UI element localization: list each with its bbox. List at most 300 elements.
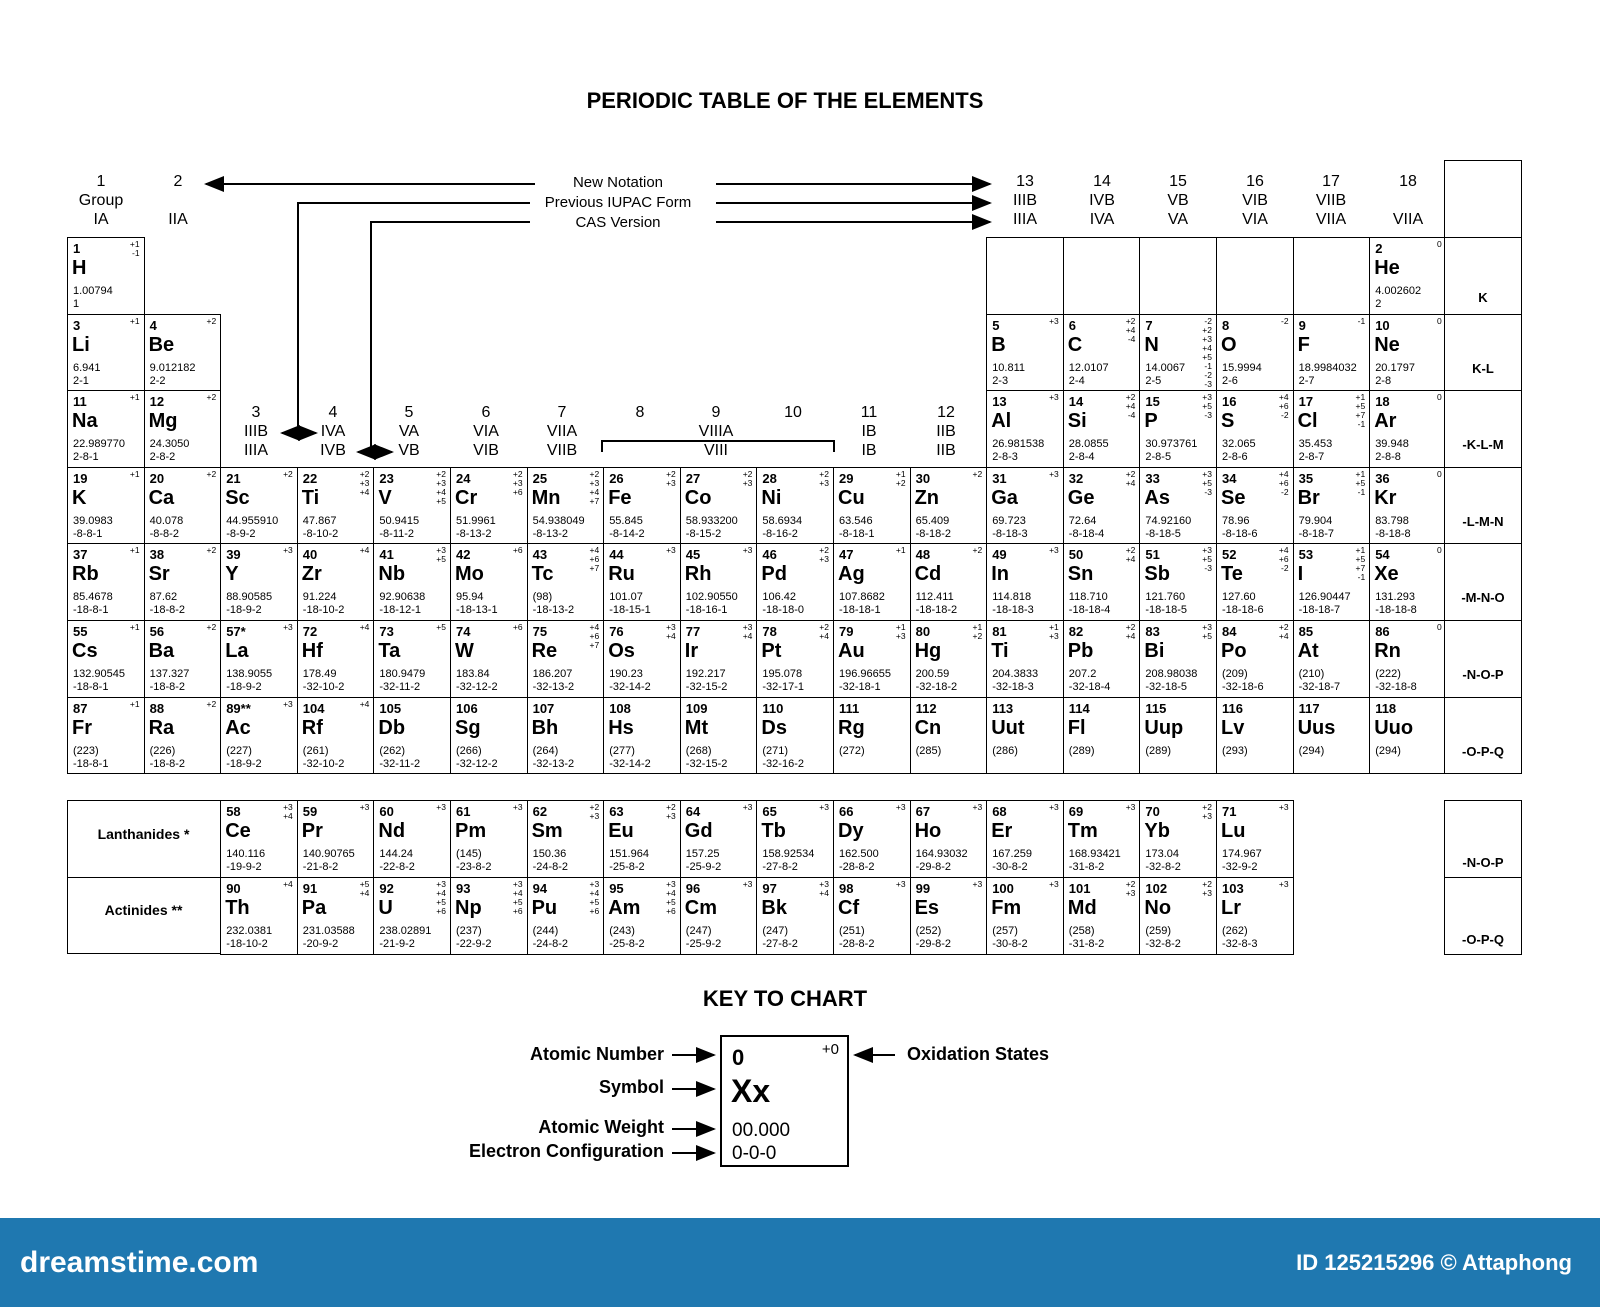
- electron-config: -20-9-2: [302, 938, 339, 950]
- actinides-label: Actinides **: [104, 902, 183, 918]
- element-symbol: Ga: [991, 486, 1018, 509]
- atomic-number: 6: [1068, 317, 1077, 333]
- element-symbol: Pd: [761, 563, 787, 586]
- element-symbol: Sg: [455, 716, 481, 739]
- atomic-weight: (258): [1068, 925, 1095, 937]
- electron-config: -8-18-2: [915, 527, 952, 540]
- atomic-number: 107: [532, 700, 555, 716]
- atomic-weight: 12.0107: [1068, 361, 1109, 374]
- electron-config: -8-10-2: [302, 527, 339, 540]
- electron-config: 2-5: [1145, 374, 1162, 387]
- element-symbol: Li: [72, 333, 90, 356]
- oxidation-states: 0: [1437, 239, 1442, 249]
- electron-config: -32-11-2: [379, 757, 421, 770]
- atomic-number: 113: [992, 700, 1014, 716]
- oxidation-states: +2 +3: [666, 802, 676, 821]
- atomic-weight: 114.818: [992, 591, 1032, 604]
- group-header-cas: VIB: [473, 442, 499, 459]
- group-header-n: 18: [1399, 173, 1417, 190]
- atomic-number: 28: [762, 470, 777, 486]
- image-id: ID 125215296 © Attaphong: [1296, 1250, 1572, 1275]
- element-symbol: Bh: [531, 716, 559, 739]
- oxidation-states: +3: [436, 802, 446, 812]
- oxidation-states: +3: [742, 879, 753, 889]
- electron-config: -18-8-2: [149, 604, 186, 617]
- oxidation-states: +3: [742, 802, 753, 812]
- group-header-cas: IIB: [936, 442, 956, 459]
- oxidation-states: +1: [129, 698, 140, 709]
- electron-config: -18-18-6: [1222, 604, 1264, 617]
- group-header-n: 9: [711, 404, 721, 421]
- group-header-cas: VIII: [703, 442, 728, 459]
- atomic-number: 8: [1222, 317, 1230, 333]
- oxidation-states: +3: [1049, 802, 1059, 812]
- atomic-weight: 44.955910: [226, 514, 279, 527]
- electron-config: 2-8-1: [73, 451, 99, 464]
- oxidation-states: +2: [206, 698, 217, 709]
- electron-config: -23-8-2: [456, 861, 492, 873]
- atomic-number: 106: [456, 700, 478, 716]
- atomic-number: 24: [456, 470, 471, 486]
- element-symbol: Eu: [608, 820, 634, 842]
- key-electron-config-label: Electron Configuration: [469, 1141, 664, 1161]
- group-header-n: 2: [173, 173, 183, 190]
- atomic-weight: 102.90550: [685, 591, 738, 604]
- atomic-number: 101: [1068, 881, 1091, 896]
- atomic-number: 116: [1222, 700, 1243, 716]
- element-symbol: Pr: [301, 820, 323, 842]
- electron-config: -30-8-2: [992, 861, 1028, 873]
- atomic-number: 110: [762, 700, 784, 716]
- element-symbol: Ni: [761, 486, 782, 509]
- atomic-number: 117: [1298, 700, 1320, 716]
- atomic-number: 20: [149, 470, 165, 486]
- atomic-weight: 39.948: [1375, 438, 1409, 451]
- atomic-number: 44: [609, 547, 624, 563]
- element-symbol: Fm: [991, 897, 1022, 919]
- electron-config: 2-6: [1222, 374, 1238, 387]
- element-symbol: Gd: [684, 820, 713, 842]
- oxidation-states: +5 +4: [359, 879, 370, 898]
- oxidation-states: +2 +3 +6: [512, 468, 523, 497]
- atomic-number: 104: [302, 700, 325, 716]
- electron-config: -18-8-1: [73, 604, 109, 617]
- atomic-weight: 18.9984032: [1298, 361, 1357, 374]
- element-symbol: In: [991, 563, 1009, 586]
- atomic-number: 56: [149, 624, 165, 639]
- element-symbol: As: [1144, 486, 1170, 509]
- element-symbol: Au: [838, 640, 865, 662]
- element-symbol: Ds: [761, 716, 787, 739]
- element-symbol: O: [1221, 333, 1237, 356]
- oxidation-states: +3 +4 +5 +6: [512, 879, 523, 916]
- atomic-weight: (277): [609, 744, 635, 757]
- group-header-iupac: VA: [398, 423, 420, 440]
- key-atomic-number-label: Atomic Number: [529, 1044, 664, 1064]
- atomic-weight: (222): [1375, 668, 1401, 680]
- atomic-weight: (294): [1298, 744, 1325, 757]
- element-symbol: Ra: [148, 716, 175, 739]
- electron-config: -32-13-2: [532, 681, 575, 693]
- element-symbol: Cr: [455, 486, 478, 509]
- element-symbol: Fr: [72, 716, 92, 739]
- atomic-number: 100: [992, 881, 1014, 896]
- atomic-weight: 32.065: [1222, 438, 1256, 451]
- group-header-n: 12: [937, 404, 955, 421]
- oxidation-states: +2 +3: [819, 468, 829, 488]
- electron-config: 2-1: [73, 374, 89, 387]
- atomic-number: 96: [685, 881, 701, 896]
- series-shell-label: -O-P-Q: [1462, 932, 1504, 947]
- element-symbol: K: [72, 486, 87, 509]
- element-symbol: Bk: [761, 897, 787, 919]
- electron-config: -32-17-1: [762, 681, 804, 693]
- atomic-weight: 144.24: [379, 848, 414, 860]
- oxidation-states: +3: [283, 545, 293, 556]
- electron-config: -18-9-2: [226, 681, 262, 693]
- electron-config: -8-15-2: [685, 527, 722, 540]
- atomic-weight: (271): [762, 744, 789, 757]
- atomic-weight: (227): [226, 744, 252, 757]
- atomic-weight: (237): [456, 925, 482, 937]
- group-header-n: 1: [96, 173, 106, 190]
- electron-config: -8-13-2: [456, 527, 492, 540]
- atomic-weight: 58.933200: [685, 514, 738, 527]
- oxidation-states: -1: [1357, 315, 1366, 326]
- atomic-weight: 14.0067: [1145, 361, 1186, 374]
- shell-label: K: [1478, 290, 1488, 305]
- electron-config: -18-8-2: [149, 681, 186, 693]
- atomic-number: 54: [1375, 547, 1390, 563]
- element-symbol: Ti: [991, 640, 1009, 662]
- shell-label: -L-M-N: [1462, 513, 1504, 529]
- group-header-cas: IA: [93, 211, 109, 228]
- atomic-weight: 47.867: [302, 514, 337, 527]
- atomic-weight: 195.078: [762, 668, 803, 680]
- atomic-number: 102: [1145, 881, 1168, 896]
- oxidation-states: +2 +4: [819, 622, 829, 641]
- atomic-number: 50: [1068, 547, 1084, 563]
- element-symbol: Pu: [531, 897, 558, 919]
- oxidation-states: +2 +4: [1125, 545, 1136, 565]
- electron-config: -8-18-7: [1298, 527, 1335, 540]
- group-header-n: 14: [1093, 173, 1111, 190]
- element-symbol: Nb: [378, 563, 406, 586]
- atomic-weight: 39.0983: [73, 514, 113, 527]
- atomic-weight: 106.42: [762, 591, 797, 604]
- oxidation-states: 0: [1437, 622, 1442, 632]
- element-symbol: B: [991, 333, 1006, 356]
- atomic-number: 67: [915, 804, 931, 819]
- atomic-number: 41: [379, 547, 394, 563]
- key-sample-number: 0: [732, 1045, 745, 1070]
- electron-config: -32-13-2: [532, 757, 575, 770]
- atomic-weight: (264): [532, 744, 559, 757]
- element-symbol: Ta: [378, 640, 401, 662]
- atomic-weight: (268): [685, 744, 712, 757]
- atomic-number: 74: [456, 624, 471, 639]
- element-symbol: Rf: [301, 716, 323, 739]
- electron-config: -32-14-2: [609, 757, 651, 770]
- electron-config: -32-9-2: [1222, 861, 1258, 873]
- group-header-n: 17: [1322, 173, 1340, 190]
- oxidation-states: +6: [512, 545, 523, 556]
- element-symbol: Mo: [455, 563, 484, 586]
- group-header-cas: IIIA: [243, 442, 268, 459]
- electron-config: 2-8-4: [1068, 451, 1095, 464]
- atomic-weight: (289): [1145, 744, 1172, 757]
- oxidation-states: +3: [1049, 545, 1059, 556]
- element-symbol: H: [72, 257, 87, 279]
- electron-config: 2-7: [1298, 374, 1315, 387]
- electron-config: 2-3: [992, 374, 1009, 387]
- atomic-weight: 24.3050: [149, 438, 190, 451]
- atomic-number: 99: [915, 881, 931, 896]
- element-symbol: I: [1297, 563, 1304, 586]
- oxidation-states: +2 +3 +4 +5: [436, 468, 446, 506]
- oxidation-states: +1 +3: [1049, 622, 1059, 641]
- brand-logo[interactable]: dreamstime.com: [20, 1246, 259, 1279]
- electron-config: 2-8: [1375, 374, 1392, 387]
- element-symbol: Pb: [1067, 640, 1094, 662]
- atomic-number: 15: [1145, 394, 1160, 410]
- electron-config: -31-8-2: [1068, 938, 1105, 950]
- atomic-number: 70: [1145, 804, 1160, 819]
- element-symbol: F: [1297, 333, 1310, 356]
- element-symbol: C: [1067, 333, 1083, 356]
- electron-config: -18-8-1: [73, 757, 109, 770]
- atomic-number: 61: [456, 804, 471, 819]
- atomic-number: 77: [685, 624, 701, 639]
- element-symbol: Cm: [684, 897, 718, 919]
- element-symbol: Sr: [148, 563, 170, 586]
- key-title: KEY TO CHART: [702, 986, 868, 1011]
- element-symbol: Ag: [838, 563, 865, 586]
- element-symbol: V: [378, 486, 392, 509]
- atomic-number: 118: [1375, 700, 1397, 716]
- electron-config: -21-8-2: [302, 861, 339, 873]
- group-header-iupac: VIIA: [546, 423, 578, 440]
- element-symbol: P: [1144, 410, 1158, 433]
- electron-config: -30-8-2: [992, 938, 1028, 950]
- atomic-weight: 162.500: [839, 848, 879, 860]
- atomic-weight: 87.62: [149, 591, 178, 604]
- atomic-number: 66: [839, 804, 854, 819]
- electron-config: -25-8-2: [609, 861, 645, 873]
- oxidation-states: +2 +4: [1125, 622, 1136, 641]
- element-symbol: Hf: [301, 640, 323, 662]
- oxidation-states: +4 +6 -2: [1278, 545, 1289, 574]
- oxidation-states: +2 +3 +4: [359, 468, 370, 497]
- atomic-number: 86: [1375, 624, 1390, 639]
- atomic-weight: 180.9479: [379, 668, 426, 680]
- electron-config: -32-11-2: [379, 681, 421, 693]
- atomic-number: 92: [379, 881, 394, 896]
- group-header-cas: VB: [398, 442, 420, 459]
- atomic-number: 37: [73, 547, 88, 563]
- element-symbol: Ru: [608, 563, 635, 586]
- element-symbol: Cl: [1297, 410, 1318, 433]
- atomic-number: 69: [1068, 804, 1084, 819]
- electron-config: -24-8-2: [532, 861, 569, 873]
- atomic-weight: 26.981538: [992, 438, 1045, 451]
- element-symbol: Y: [225, 563, 239, 586]
- oxidation-states: +2: [206, 392, 217, 403]
- atomic-number: 115: [1145, 700, 1167, 716]
- atomic-number: 85: [1298, 624, 1314, 639]
- atomic-weight: 50.9415: [379, 514, 420, 527]
- group-header-iupac: VIIB: [1315, 192, 1347, 209]
- electron-config: -18-16-1: [685, 604, 728, 617]
- element-symbol: Tb: [761, 820, 786, 842]
- atomic-weight: 137.327: [149, 668, 190, 680]
- atomic-number: 91: [302, 881, 318, 896]
- electron-config: -18-18-4: [1068, 604, 1111, 617]
- atomic-number: 18: [1375, 394, 1390, 410]
- atomic-weight: (266): [456, 744, 482, 757]
- atomic-number: 11: [73, 394, 87, 410]
- atomic-weight: 1.00794: [73, 285, 113, 297]
- group-header-cas: VIIB: [546, 442, 578, 459]
- group-header-iupac: IIIB: [243, 423, 268, 440]
- oxidation-states: +3 +4 +5 +6: [436, 879, 446, 916]
- electron-config: -22-9-2: [456, 938, 492, 950]
- oxidation-states: +3 +5 -3: [1202, 392, 1212, 421]
- atomic-number: 108: [609, 700, 631, 716]
- group-header-iupac: VIIIA: [698, 423, 734, 440]
- atomic-number: 59: [302, 804, 318, 819]
- oxidation-states: +3: [1049, 879, 1059, 889]
- atomic-number: 109: [685, 700, 708, 716]
- oxidation-states: +4 +6 -2: [1278, 468, 1289, 497]
- atomic-weight: 140.116: [226, 848, 266, 860]
- atomic-number: 22: [302, 470, 318, 486]
- electron-config: -32-18-1: [839, 681, 881, 693]
- atomic-weight: 157.25: [685, 848, 720, 860]
- atomic-weight: 151.964: [609, 848, 649, 860]
- oxidation-states: +2 +3 +4 +7: [589, 468, 600, 506]
- atomic-number: 34: [1222, 470, 1237, 486]
- atomic-number: 88: [149, 700, 165, 716]
- atomic-weight: (210): [1298, 668, 1325, 680]
- oxidation-states: +2 +4 -4: [1125, 315, 1136, 344]
- oxidation-states: +3: [819, 802, 829, 812]
- oxidation-states: +1: [129, 545, 140, 556]
- element-symbol: Os: [608, 640, 635, 662]
- atomic-weight: 204.3833: [992, 668, 1039, 680]
- electron-config: -32-18-6: [1222, 681, 1264, 693]
- electron-config: 2-8-3: [992, 451, 1018, 464]
- element-symbol: Nd: [378, 820, 406, 842]
- atomic-number: 1: [73, 241, 81, 256]
- element-symbol: Te: [1221, 563, 1243, 586]
- element-symbol: Uuo: [1374, 716, 1414, 739]
- element-symbol: Ge: [1067, 486, 1095, 509]
- oxidation-states: +2 +3: [1202, 802, 1212, 821]
- oxidation-states: +3 +4: [742, 622, 753, 641]
- atomic-weight: 28.0855: [1068, 438, 1109, 451]
- electron-config: -31-8-2: [1068, 861, 1105, 873]
- atomic-number: 51: [1145, 547, 1160, 563]
- atomic-weight: 30.973761: [1145, 438, 1198, 451]
- oxidation-states: +3: [1049, 315, 1059, 326]
- atomic-weight: (293): [1222, 744, 1248, 757]
- group-header-iupac: IB: [861, 423, 877, 440]
- oxidation-states: +1 +5 +7 -1: [1355, 545, 1366, 583]
- atomic-number: 111: [839, 700, 860, 716]
- element-symbol: Lu: [1221, 820, 1246, 842]
- electron-config: -25-8-2: [609, 938, 645, 950]
- element-symbol: Po: [1221, 640, 1247, 662]
- oxidation-states: +1: [895, 545, 906, 556]
- atomic-number: 80: [915, 624, 931, 639]
- atomic-weight: 186.207: [532, 668, 573, 680]
- electron-config: 2-8-2: [149, 451, 176, 464]
- atomic-number: 63: [609, 804, 624, 819]
- atomic-number: 60: [379, 804, 394, 819]
- atomic-weight: 10.811: [992, 361, 1026, 374]
- atomic-weight: (251): [839, 925, 865, 937]
- atomic-number: 103: [1222, 881, 1244, 896]
- oxidation-states: +3 +5: [436, 545, 446, 565]
- atomic-weight: (272): [839, 744, 865, 757]
- electron-config: -18-18-2: [915, 604, 958, 617]
- atomic-weight: 112.411: [915, 591, 954, 604]
- element-symbol: Md: [1067, 897, 1097, 919]
- electron-config: -18-8-2: [149, 757, 186, 770]
- element-symbol: Ho: [914, 820, 942, 842]
- atomic-weight: (145): [456, 848, 482, 860]
- electron-config: -8-11-2: [379, 527, 415, 540]
- atomic-weight: 200.59: [915, 668, 950, 680]
- oxidation-states: +4: [359, 698, 370, 709]
- atomic-number: 82: [1068, 624, 1084, 639]
- atomic-number: 14: [1068, 394, 1084, 410]
- atomic-number: 76: [609, 624, 624, 639]
- atomic-weight: 208.98038: [1145, 668, 1198, 680]
- element-symbol: Ne: [1374, 333, 1400, 356]
- atomic-number: 81: [992, 624, 1007, 639]
- oxidation-states: +5: [436, 622, 446, 632]
- atomic-number: 65: [762, 804, 777, 819]
- electron-config: 2-2: [149, 374, 166, 387]
- electron-config: -18-8-1: [73, 681, 109, 693]
- electron-config: -18-10-2: [302, 604, 345, 617]
- electron-config: 2-8-5: [1145, 451, 1172, 464]
- atomic-number: 58: [226, 804, 241, 819]
- atomic-weight: 168.93421: [1068, 848, 1121, 860]
- element-symbol: He: [1374, 257, 1400, 279]
- group-header-iupac: IIIB: [1012, 192, 1037, 209]
- electron-config: 1: [73, 298, 80, 310]
- atomic-weight: 183.84: [456, 668, 490, 680]
- page-title: PERIODIC TABLE OF THE ELEMENTS: [586, 88, 984, 113]
- electron-config: -29-8-2: [915, 861, 952, 873]
- atomic-number: 39: [226, 547, 241, 563]
- group-header-n: 3: [251, 404, 261, 421]
- key-sample-config: 0-0-0: [732, 1143, 777, 1164]
- atomic-number: 83: [1145, 624, 1160, 639]
- element-symbol: Uup: [1144, 716, 1184, 739]
- electron-config: -18-9-2: [226, 604, 262, 617]
- cas-label: CAS Version: [575, 214, 661, 231]
- element-symbol: Tm: [1067, 820, 1098, 842]
- atomic-number: 40: [302, 547, 318, 563]
- oxidation-states: +3: [666, 545, 676, 556]
- element-symbol: Si: [1067, 410, 1087, 433]
- element-symbol: Sc: [225, 486, 250, 509]
- atomic-number: 68: [992, 804, 1007, 819]
